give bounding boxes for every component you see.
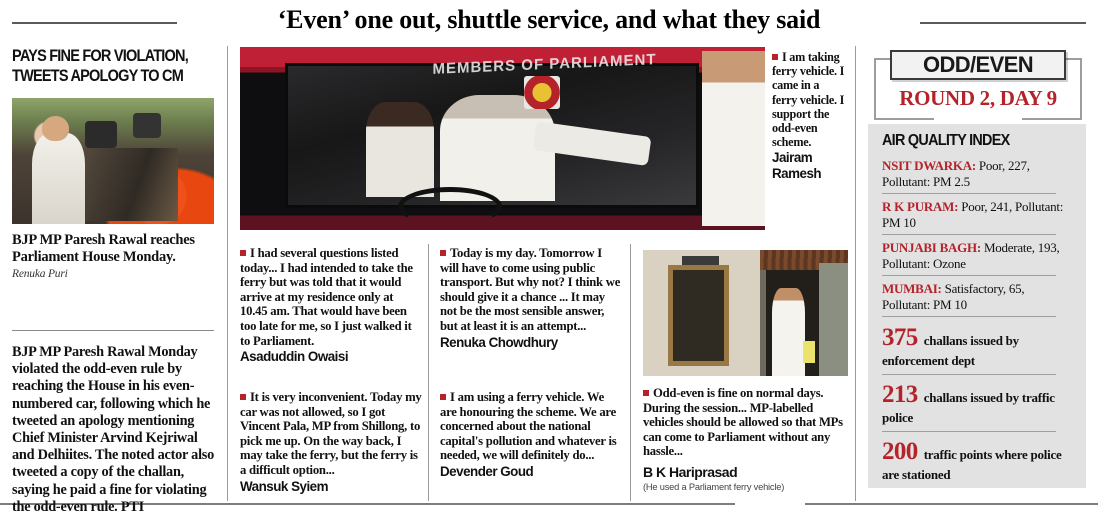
aqi-value: Poor, 241, Pollutant: PM 10: [882, 199, 1064, 230]
photo-person-left: [366, 102, 434, 197]
left-kicker: [12, 46, 216, 86]
bullet-square-icon: [440, 250, 446, 256]
bullet-square-icon: [643, 390, 649, 396]
photo-subject-body: [32, 133, 85, 224]
right-rail: [868, 46, 1086, 120]
aqi-row: [882, 240, 1072, 276]
photo-windshield-text: MEMBERS OF PARLIAMENT: [432, 51, 657, 79]
left-photo-credit: Renuka Puri: [12, 268, 68, 280]
left-photo-caption: BJP MP Paresh Rawal reaches Parliament House Monday.: [12, 232, 195, 265]
quote-attribution: Wansuk Syiem: [240, 478, 329, 494]
aqi-city: NSIT DWARKA:: [882, 158, 976, 173]
photo-person: [772, 288, 805, 376]
quote-text: I had several questions listed today... I had intended to take the ferry but was told that it would arrive at my residence only at 10.45 am. That would have been too late for me, so I just walked it to Parliament.: [240, 246, 413, 348]
masthead: [0, 0, 1098, 40]
aqi-value: Poor, 227, Pollutant: PM 2.5: [882, 158, 1030, 189]
aqi-row: [882, 199, 1072, 235]
paresh-rawal-photo: [12, 98, 214, 224]
bullet-square-icon: [240, 250, 246, 256]
bottom-rule-gap: [735, 503, 805, 505]
bk-hariprasad-photo: [643, 250, 848, 376]
bullet-square-icon: [240, 394, 246, 400]
air-quality-panel: [868, 124, 1086, 488]
quote-renuka-chowdhury: [440, 246, 622, 351]
photo-camera-2: [133, 113, 161, 138]
stat-text: challans issued by enforcement dept: [882, 333, 1019, 368]
quote-text: It is very inconvenient. Today my car was not allowed, so I got Vincent Pala, MP from Shillong, to pick me up. On the way back, I may take the ferry, but the ferry is a difficult option...: [240, 390, 422, 477]
stat-text: traffic points where police are stationed: [882, 447, 1062, 482]
photo-wall-right: [819, 263, 848, 376]
photo-name-plate: [682, 256, 719, 265]
stat-number: 213: [882, 381, 918, 408]
aqi-row: [882, 281, 1072, 317]
aqi-city: MUMBAI:: [882, 281, 942, 296]
quote-text: I am taking ferry vehicle. I came in a ferry vehicle. I support the odd-even scheme.: [772, 50, 845, 150]
quote-attribution: Asaduddin Owaisi: [240, 349, 349, 365]
odd-even-header-box: [874, 46, 1082, 120]
quote-devender-goud: [440, 390, 622, 480]
photo-subject-head: [42, 116, 68, 141]
photo-crowd-region: [73, 148, 178, 221]
stat-number: 200: [882, 438, 918, 465]
left-column: [12, 46, 214, 280]
bullet-square-icon: [772, 54, 778, 60]
odd-even-badge: [890, 50, 1066, 80]
aqi-value: Satisfactory, 65, Pollutant: PM 10: [882, 281, 1025, 312]
photo-notice-board: [668, 265, 730, 366]
stat-number: 375: [882, 324, 918, 351]
aqi-list: [882, 158, 1072, 493]
quote-bk-hariprasad: [643, 386, 848, 493]
photo-car-body: [240, 47, 765, 230]
aqi-city: PUNJABI BAGH:: [882, 240, 981, 255]
stat-row: [882, 436, 1072, 489]
stat-text: challans issued by traffic police: [882, 390, 1055, 425]
odd-even-badge-label: ODD/EVEN: [922, 52, 1034, 77]
quote-wansuk-syiem: [240, 390, 422, 495]
quote-subnote: (He used a Parliament ferry vehicle): [643, 481, 785, 492]
aqi-value: Moderate, 193, Pollutant: Ozone: [882, 240, 1060, 271]
quote-text: Odd-even is fine on normal days. During the session... MP-labelled vehicles should be allowed so that MPs can come to Parliament without any hassle...: [643, 386, 843, 459]
quote-text: I am using a ferry vehicle. We are honouring the scheme. We are concerned about the national capital's pollution and whatever is needed, we will definitely do...: [440, 390, 617, 463]
aqi-title: AIR QUALITY INDEX: [882, 132, 1010, 149]
quote-asaduddin-owaisi: [240, 246, 422, 365]
column-divider-4: [855, 46, 856, 501]
quote-attribution: Devender Goud: [440, 463, 534, 479]
bullet-square-icon: [440, 394, 446, 400]
aqi-row: [882, 158, 1072, 194]
quote-jairam-ramesh: [772, 50, 846, 182]
column-divider-1: [227, 46, 228, 501]
stat-row: [882, 322, 1072, 375]
quote-attribution: Jairam Ramesh: [772, 150, 822, 182]
photo-steering-wheel: [398, 187, 503, 226]
left-column-rule: [12, 330, 214, 331]
left-body-text: BJP MP Paresh Rawal Monday violated the odd-even rule by reaching the House in his even-numbered car, following which he tweeted an apology mentioning Chief Minister Arvind Kejriwal and Delhiites. The noted actor also tweeted a copy of the challan, saying he paid a fine for violating the odd-even rule. PTI: [12, 344, 215, 515]
quote-text: Today is my day. Tomorrow I will have to come using public transport. But why not? I think we should give it a chance ... It may not be the most sensible answer, but at least it is an attempt...: [440, 246, 621, 333]
round-day-label: ROUND 2, DAY 9: [899, 86, 1057, 110]
quote-attribution: Renuka Chowdhury: [440, 334, 558, 350]
aqi-city: R K PURAM:: [882, 199, 959, 214]
stat-row: [882, 379, 1072, 432]
column-divider-3: [630, 244, 631, 501]
bracket-bottom-left: [874, 118, 934, 120]
photo-paper: [803, 341, 815, 364]
left-kicker-line2: TWEETS APOLOGY TO CM: [12, 67, 184, 85]
photo-person-right: [702, 51, 765, 227]
page-title: ‘Even’ one out, shuttle service, and what they said: [277, 5, 821, 34]
bracket-bottom-right: [1022, 118, 1082, 120]
left-kicker-line1: PAYS FINE FOR VIOLATION,: [12, 47, 188, 65]
quote-attribution: B K Hariprasad: [643, 463, 738, 480]
photo-camera-1: [85, 121, 117, 149]
column-divider-2: [428, 244, 429, 501]
members-of-parliament-car-photo: [240, 47, 765, 230]
